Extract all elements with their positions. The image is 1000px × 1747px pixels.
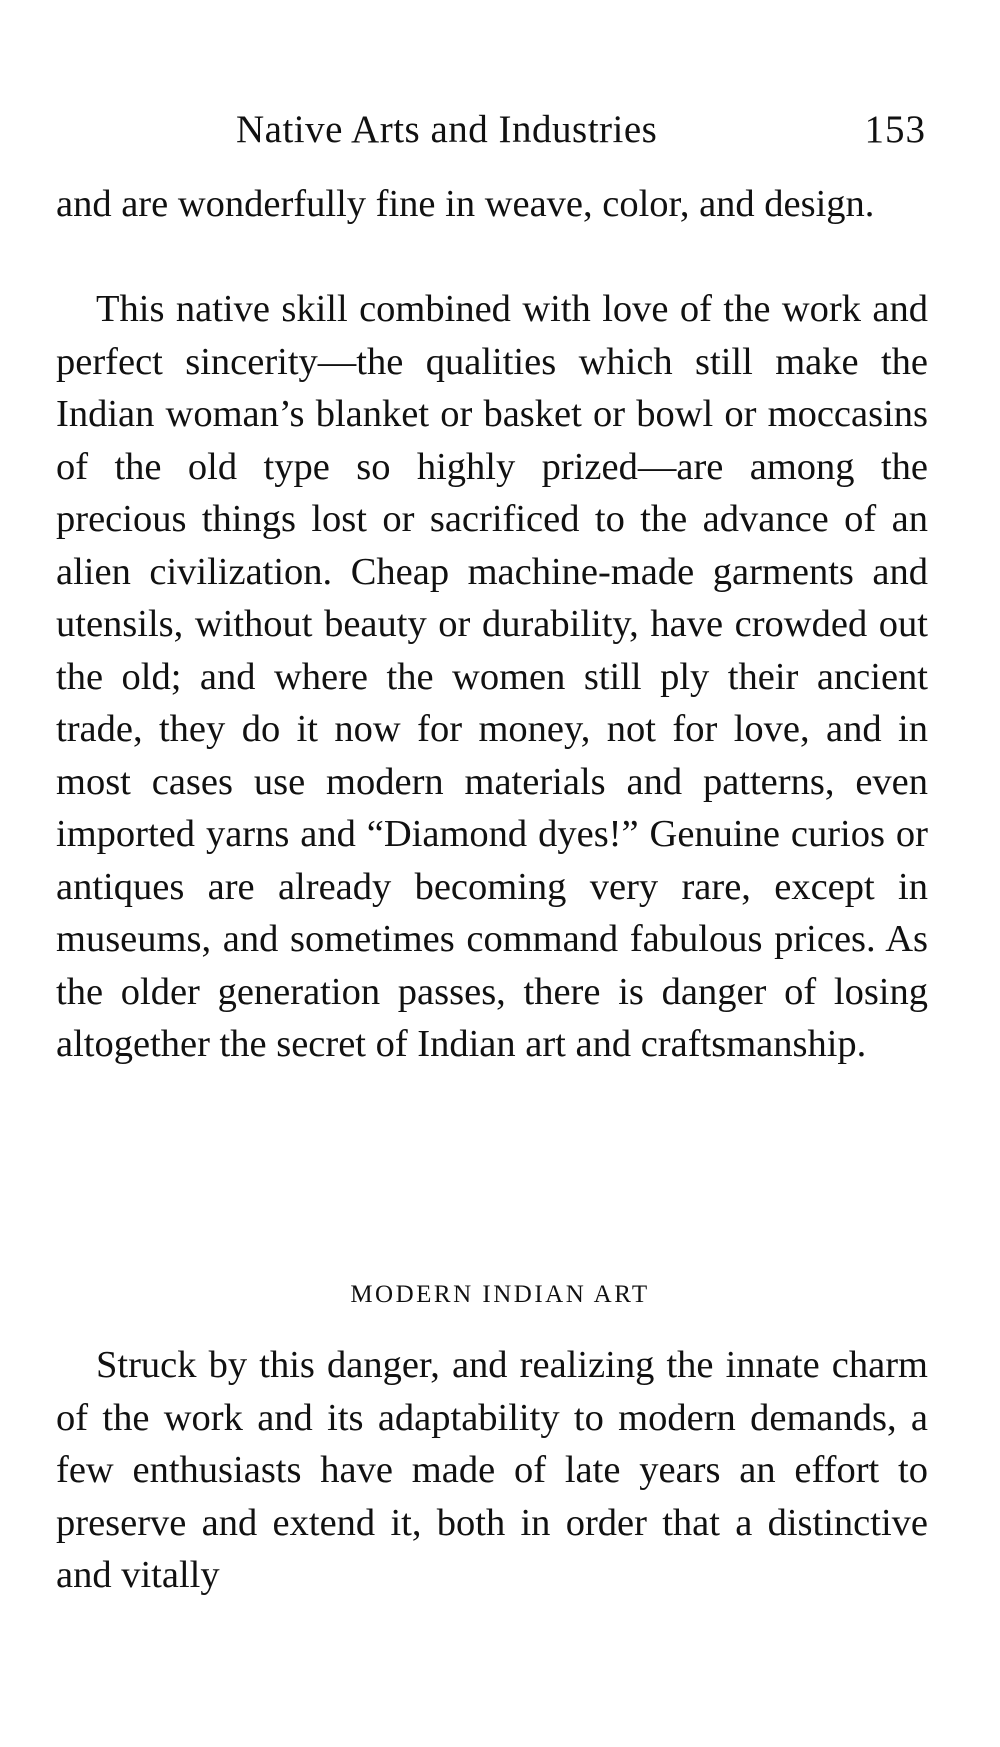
paragraph-modern-indian-art: Struck by this danger, and realizing the innate charm of the work and its adaptability to modern demands, a few enthusiasts have made of late years an effort to preserve and extend it, both in order that a distinctive and vitally <box>56 1344 928 1596</box>
running-head <box>236 100 926 160</box>
running-title: Native Arts and Industries <box>236 108 658 151</box>
paragraph-continuation: and are wonderfully fine in weave, color, and design. <box>56 183 875 225</box>
page-number: 153 <box>864 108 926 151</box>
section-heading: MODERN INDIAN ART <box>350 1281 650 1308</box>
paragraph-native-skill: This native skill combined with love of the work and perfect sincerity—the qualities which still make the Indian woman’s blanket or basket or bowl or moccasins of the old type so highly prized—are among the precious things lost or sacrificed to the advance of an alien civilization. Cheap machine-made garments and utensils, without beauty or durability, have crowded out the old; and where the women still ply their ancient trade, they do it now for money, not for love, and in most cases use modern materials and patterns, even imported yarns and “Diamond dyes!” Genuine curios or antiques are already becoming very rare, except in museums, and sometimes command fabulous prices. As the older generation passes, there is danger of losing altogether the secret of Indian art and craftsmanship. <box>56 288 928 1065</box>
